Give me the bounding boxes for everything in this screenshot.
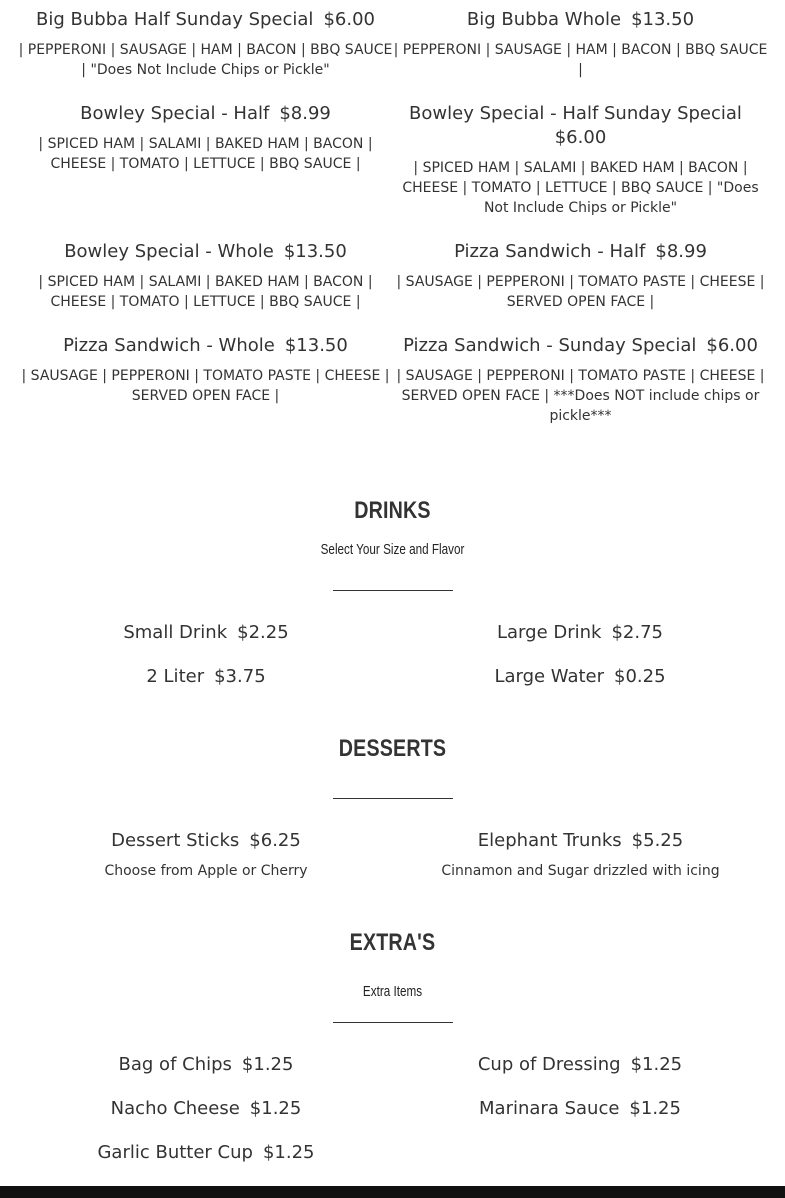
item-price: $13.50 <box>631 9 695 30</box>
item-description: Choose from Apple or Cherry <box>104 863 308 879</box>
item-description: | SAUSAGE | PEPPERONI | TOMATO PASTE | CHEESE | SERVED OPEN FACE | <box>396 274 765 310</box>
item-name: Small Drink <box>123 622 228 643</box>
item-price: $0.25 <box>614 666 666 687</box>
item-price: $1.25 <box>262 1142 315 1163</box>
item-price: $3.75 <box>214 666 266 687</box>
item-price: $6.25 <box>249 830 301 851</box>
menu-item <box>18 8 393 80</box>
item-name: Pizza Sandwich - Sunday Special <box>403 335 697 356</box>
menu-item <box>430 1053 730 1077</box>
item-name: Cup of Dressing <box>477 1054 621 1075</box>
item-title <box>56 829 356 853</box>
menu-item <box>56 1053 356 1077</box>
menu-item <box>56 665 356 689</box>
menu-item <box>56 1141 356 1165</box>
item-title <box>18 102 393 126</box>
footer-bar <box>0 1186 785 1198</box>
item-name: Big Bubba Half Sunday Special <box>36 9 314 30</box>
item-title <box>430 665 730 689</box>
item-name: Large Water <box>494 666 605 687</box>
item-title <box>430 621 730 645</box>
item-description: | SAUSAGE | PEPPERONI | TOMATO PASTE | CHEESE | SERVED OPEN FACE | <box>21 368 390 404</box>
menu-item <box>56 621 356 645</box>
section-title: DRINKS <box>354 497 431 524</box>
item-price: $1.25 <box>249 1098 302 1119</box>
item-name: Bowley Special - Half Sunday Special <box>409 103 742 124</box>
item-name: Bag of Chips <box>118 1054 232 1075</box>
item-price: $6.00 <box>323 9 375 30</box>
section-divider <box>333 798 453 799</box>
desserts-header <box>0 735 785 763</box>
menu-item <box>393 334 768 426</box>
item-price: $8.99 <box>655 241 707 262</box>
menu-item <box>18 334 393 406</box>
item-price: $13.50 <box>284 335 348 356</box>
section-subtitle: Extra Items <box>362 983 423 1000</box>
menu-item <box>56 1097 356 1121</box>
item-name: Marinara Sauce <box>479 1098 620 1119</box>
item-title <box>393 240 768 264</box>
menu-item <box>393 8 768 80</box>
item-name: Bowley Special - Half <box>80 103 270 124</box>
item-name: 2 Liter <box>146 666 205 687</box>
item-price: $8.99 <box>279 103 331 124</box>
item-title <box>56 665 356 689</box>
item-title <box>393 334 768 358</box>
menu-item <box>393 240 768 312</box>
item-price: $1.25 <box>241 1054 294 1075</box>
item-title <box>393 829 768 853</box>
menu-item <box>393 829 768 881</box>
item-name: Dessert Sticks <box>111 830 240 851</box>
item-title <box>56 621 356 645</box>
item-title <box>56 1053 356 1077</box>
item-title <box>430 1053 730 1077</box>
item-description: Cinnamon and Sugar drizzled with icing <box>441 863 720 879</box>
item-name: Big Bubba Whole <box>466 9 622 30</box>
extras-header <box>0 929 785 1001</box>
item-price: $5.25 <box>631 830 684 851</box>
item-description: | PEPPERONI | SAUSAGE | HAM | BACON | BBQ SAUCE | "Does Not Include Chips or Pickle" <box>18 42 393 78</box>
item-name: Pizza Sandwich - Whole <box>63 335 275 356</box>
section-subtitle: Select Your Size and Flavor <box>320 541 465 558</box>
menu-item <box>393 102 768 218</box>
item-description: | SPICED HAM | SALAMI | BAKED HAM | BACON | CHEESE | TOMATO | LETTUCE | BBQ SAUCE | <box>38 136 373 172</box>
item-title <box>18 8 393 32</box>
item-price: $6.00 <box>706 335 758 356</box>
section-divider <box>333 1022 453 1023</box>
item-title <box>393 102 768 150</box>
item-title <box>393 8 768 32</box>
item-price: $13.50 <box>283 241 347 262</box>
menu-item <box>430 621 730 645</box>
item-description: | SPICED HAM | SALAMI | BAKED HAM | BACON | CHEESE | TOMATO | LETTUCE | BBQ SAUCE | "Does Not Include Chips or Pickle" <box>402 160 759 216</box>
item-title <box>430 1097 730 1121</box>
drinks-header <box>0 497 785 559</box>
item-name: Nacho Cheese <box>110 1098 240 1119</box>
item-title <box>56 1141 356 1165</box>
item-price: $1.25 <box>629 1098 681 1119</box>
menu-item <box>430 665 730 689</box>
item-description: | SAUSAGE | PEPPERONI | TOMATO PASTE | CHEESE | SERVED OPEN FACE | ***Does NOT include chips or pickle*** <box>396 368 765 424</box>
menu-item <box>18 240 393 312</box>
item-price: $1.25 <box>630 1054 683 1075</box>
item-name: Large Drink <box>497 622 602 643</box>
item-description: | SPICED HAM | SALAMI | BAKED HAM | BACON | CHEESE | TOMATO | LETTUCE | BBQ SAUCE | <box>38 274 373 310</box>
item-price: $2.75 <box>611 622 663 643</box>
section-title: EXTRA'S <box>349 929 436 956</box>
menu-item <box>56 829 356 881</box>
menu-item <box>430 1097 730 1121</box>
item-title <box>18 334 393 358</box>
menu-item <box>18 102 393 174</box>
section-divider <box>333 590 453 591</box>
item-title <box>18 240 393 264</box>
item-name: Pizza Sandwich - Half <box>454 241 646 262</box>
item-name: Elephant Trunks <box>477 830 622 851</box>
section-title: DESSERTS <box>338 735 447 762</box>
item-name: Bowley Special - Whole <box>64 241 274 262</box>
item-title <box>56 1097 356 1121</box>
item-name: Garlic Butter Cup <box>97 1142 253 1163</box>
item-description: | PEPPERONI | SAUSAGE | HAM | BACON | BBQ SAUCE | <box>393 42 768 78</box>
item-price: $2.25 <box>237 622 289 643</box>
item-price: $6.00 <box>554 127 607 148</box>
